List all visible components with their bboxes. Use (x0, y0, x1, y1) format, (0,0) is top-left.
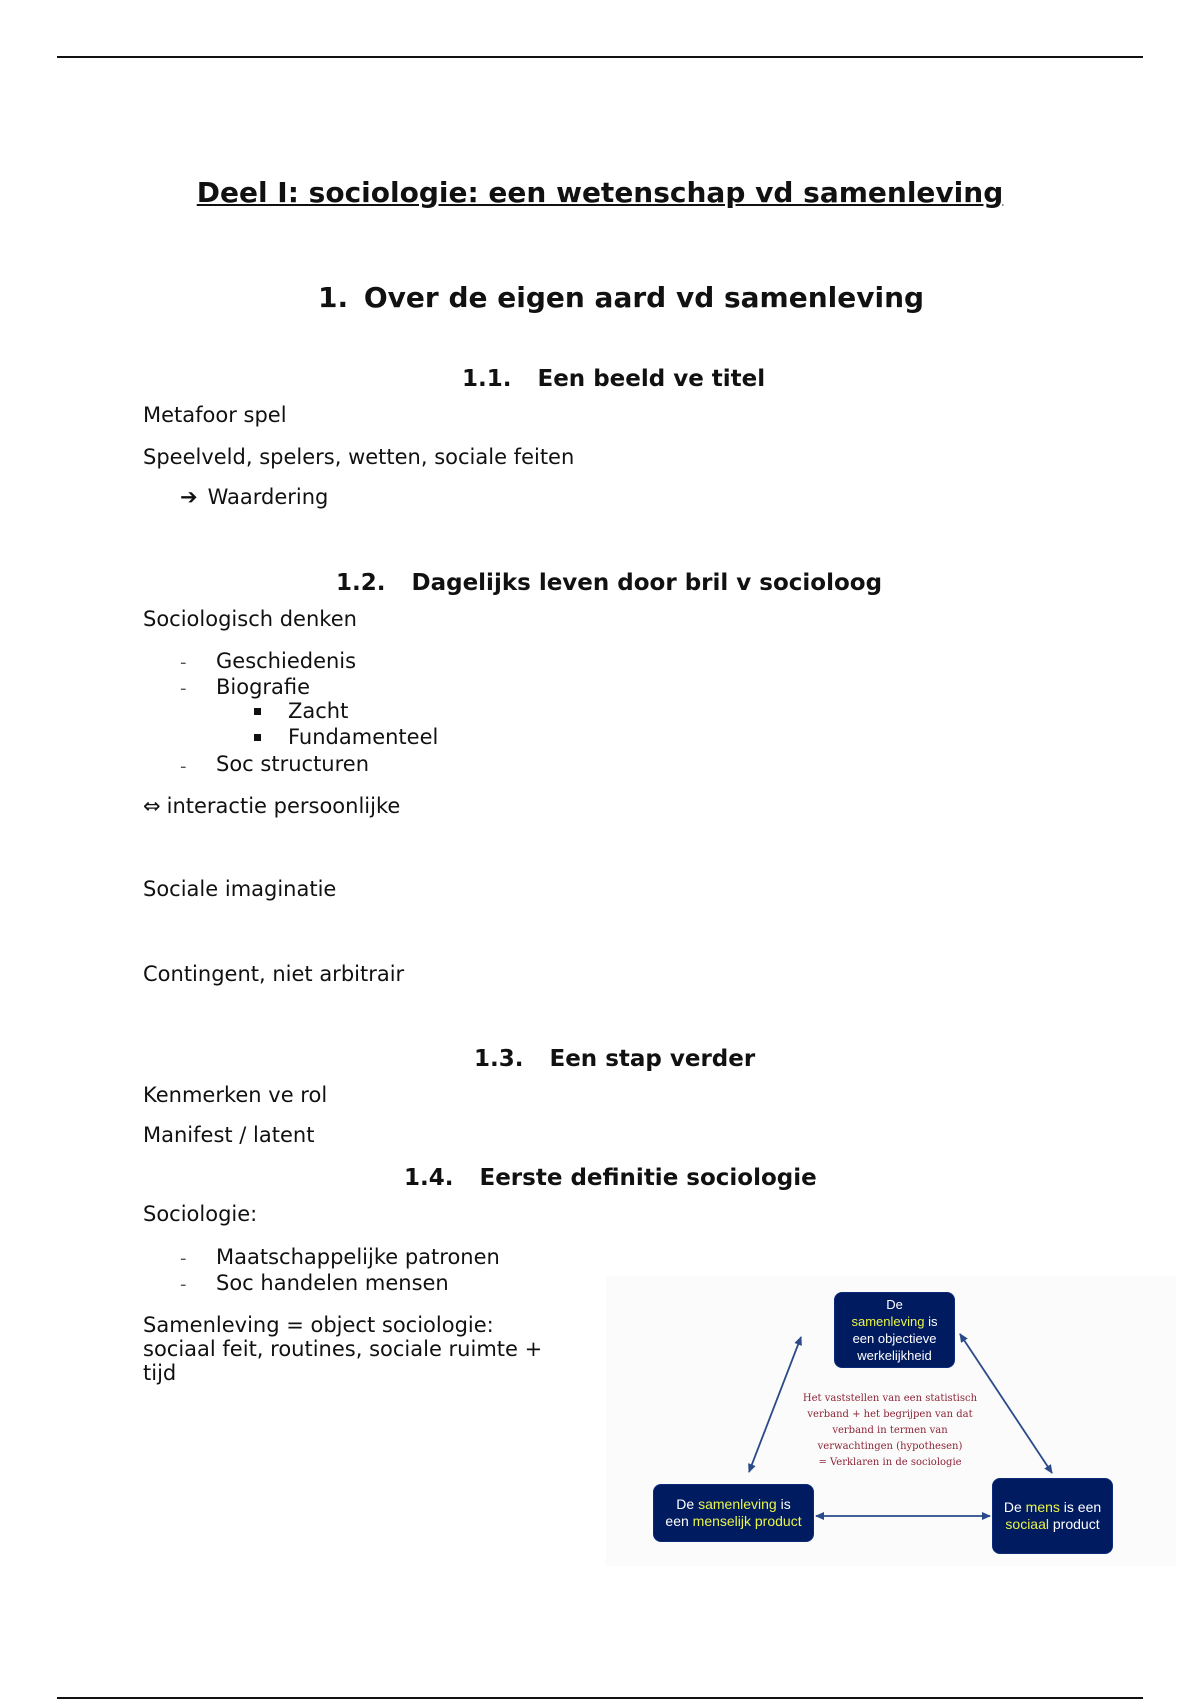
arrow-right-icon: ➔ (180, 485, 198, 509)
box-text: De (676, 1496, 699, 1512)
chapter-heading (318, 281, 924, 314)
highlight-text: menselijk product (692, 1513, 802, 1529)
box-social-product (992, 1478, 1113, 1554)
arrow-top-left (749, 1337, 801, 1472)
dash-bullet: - (180, 678, 187, 699)
box-text: is (924, 1314, 938, 1329)
paragraph: Manifest / latent (143, 1123, 315, 1147)
section-heading-1-3 (474, 1046, 755, 1072)
box-text: is (776, 1496, 791, 1512)
box-objective-reality (834, 1292, 955, 1368)
paragraph: Contingent, niet arbitrair (143, 962, 405, 986)
section-number: 1.2. (336, 570, 386, 596)
sociology-triangle-diagram (606, 1276, 1176, 1566)
box-line (852, 1313, 938, 1330)
square-bullet (254, 708, 261, 715)
box-line (1005, 1516, 1099, 1533)
center-line: verwachtingen (hypothesen) (817, 1441, 963, 1452)
chapter-number: 1. (318, 281, 349, 314)
list-item: Soc structuren (216, 752, 370, 776)
dash-bullet: - (180, 1274, 187, 1295)
center-line: verband in termen van (832, 1425, 948, 1436)
paragraph: Kenmerken ve rol (143, 1083, 328, 1107)
samenleving-definition (143, 1313, 542, 1385)
paragraph: Metafoor spel (143, 403, 287, 427)
list-item: Geschiedenis (216, 649, 357, 673)
box-line (1004, 1499, 1101, 1516)
dash-bullet: - (180, 652, 187, 673)
box-human-product (653, 1484, 814, 1542)
section-heading-1-1 (462, 366, 765, 392)
definition-line: tijd (143, 1361, 177, 1385)
arrow-list-item (180, 484, 328, 510)
box-line (665, 1513, 801, 1530)
dash-bullet: - (180, 1248, 187, 1269)
document-title: Deel I: sociologie: een wetenschap vd samenleving (196, 176, 1004, 209)
definition-line: Samenleving = object sociologie: (143, 1313, 494, 1337)
square-bullet (254, 734, 261, 741)
section-title: Een beeld ve titel (537, 366, 766, 392)
highlight-text: samenleving (851, 1314, 925, 1329)
section-heading-1-4 (404, 1165, 817, 1191)
double-arrow-icon: ⇔ (143, 794, 161, 818)
interaction-text: interactie persoonlijke (166, 794, 401, 818)
center-line: = Verklaren in de sociologie (818, 1457, 962, 1468)
paragraph: Sociologie: (143, 1202, 258, 1226)
list-item: Soc handelen mensen (216, 1271, 449, 1295)
interaction-line (143, 793, 400, 819)
section-title: Dagelijks leven door bril v socioloog (411, 570, 883, 596)
sub-list-item: Zacht (288, 699, 349, 723)
box-line: De (886, 1297, 903, 1312)
box-text: een (665, 1513, 693, 1529)
top-rule (57, 56, 1143, 58)
section-heading-1-2 (336, 570, 882, 596)
center-line: Het vaststellen van een statistisch (802, 1393, 978, 1404)
bottom-rule (57, 1697, 1143, 1699)
box-line (676, 1496, 790, 1513)
section-number: 1.3. (474, 1046, 524, 1072)
center-line: verband + het begrijpen van dat (807, 1409, 973, 1420)
section-number: 1.4. (404, 1165, 454, 1191)
box-text: product (1049, 1516, 1100, 1532)
list-item: Biografie (216, 675, 311, 699)
highlight-text: mens (1025, 1499, 1060, 1515)
highlight-text: samenleving (698, 1496, 777, 1512)
section-title: Een stap verder (549, 1046, 756, 1072)
sub-list-item: Fundamenteel (288, 725, 439, 749)
box-text: De (1003, 1499, 1026, 1515)
diagram-center-text (800, 1391, 980, 1471)
section-title: Eerste definitie sociologie (479, 1165, 817, 1191)
paragraph: Sociale imaginatie (143, 877, 337, 901)
paragraph: Sociologisch denken (143, 607, 357, 631)
list-item: Maatschappelijke patronen (216, 1245, 500, 1269)
section-number: 1.1. (462, 366, 512, 392)
highlight-text: sociaal (1005, 1516, 1049, 1532)
dash-bullet: - (180, 756, 187, 777)
box-line: werkelijkheid (857, 1348, 932, 1363)
box-text: is een (1059, 1499, 1102, 1515)
paragraph: Speelveld, spelers, wetten, sociale feiten (143, 445, 575, 469)
definition-line: sociaal feit, routines, sociale ruimte + (143, 1337, 543, 1361)
chapter-title: Over de eigen aard vd samenleving (363, 281, 925, 314)
box-line: een objectieve (852, 1331, 937, 1346)
arrow-item-text: Waardering (207, 485, 329, 509)
